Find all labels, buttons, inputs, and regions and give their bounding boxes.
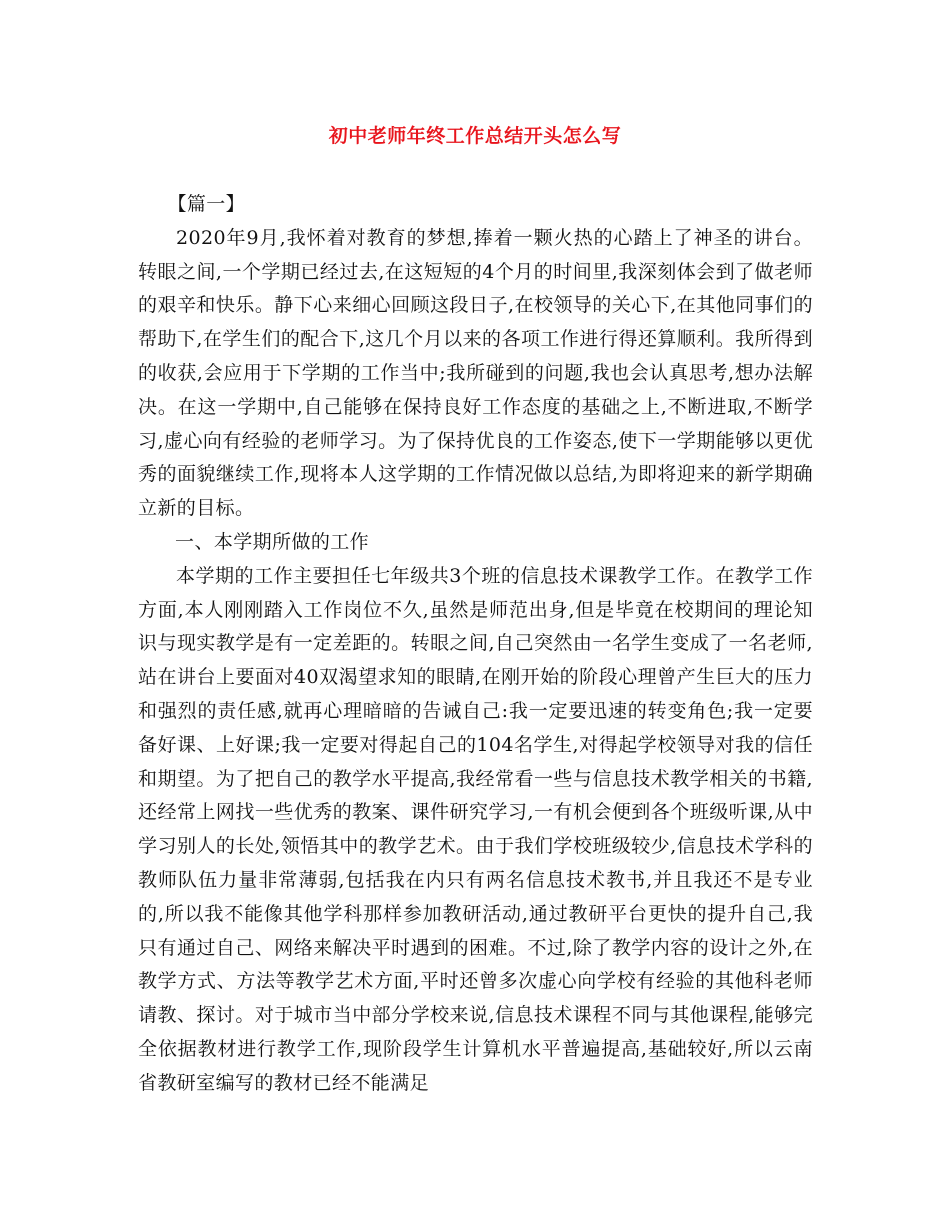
document-title: 初中老师年终工作总结开头怎么写: [328, 125, 622, 147]
document-body: [138, 188, 813, 1101]
paragraph-intro: 2020年9月,我怀着对教育的梦想,捧着一颗火热的心踏上了神圣的讲台。转眼之间,一个学期已经过去,在这短短的4个月的时间里,我深刻体会到了做老师的艰辛和快乐。静下心来细心回顾这段日子,在校领导的关心下,在其他同事们的帮助下,在学生们的配合下,这几个月以来的各项工作进行得还算顺利。我所得到的收获,会应用于下学期的工作当中;我所碰到的问题,我也会认真思考,想办法解决。在这一学期中,自己能够在保持良好工作态度的基础之上,不断进取,不断学习,虚心向有经验的老师学习。为了保持优良的工作姿态,使下一学期能够以更优秀的面貌继续工作,现将本人这学期的工作情况做以总结,为即将迎来的新学期确立新的目标。: [138, 226, 813, 520]
section-heading: 一、本学期所做的工作: [175, 530, 370, 553]
paragraph-work: 本学期的工作主要担任七年级共3个班的信息技术课教学工作。在教学工作方面,本人刚刚踏入工作岗位不久,虽然是师范出身,但是毕竟在校期间的理论知识与现实教学是有一定差距的。转眼之间,自己突然由一名学生变成了一名老师,站在讲台上要面对40双渴望求知的眼睛,在刚开始的阶段心理曾产生巨大的压力和强烈的责任感,就再心理暗暗的告诫自己:我一定要迅速的转变角色;我一定要备好课、上好课;我一定要对得起自己的104名学生,对得起学校领导对我的信任和期望。为了把自己的教学水平提高,我经常看一些与信息技术教学相关的书籍,还经常上网找一些优秀的教案、课件研究学习,一有机会便到各个班级听课,从中学习别人的长处,领悟其中的教学艺术。由于我们学校班级较少,信息技术学科的教师队伍力量非常薄弱,包括我在内只有两名信息技术教书,并且我还不是专业的,所以我不能像其他学科那样参加教研活动,通过教研平台更快的提升自己,我只有通过自己、网络来解决平时遇到的困难。不过,除了教学内容的设计之外,在教学方式、方法等教学艺术方面,平时还曾多次虚心向学校有经验的其他科老师请教、探讨。对于城市当中部分学校来说,信息技术课程不同与其他课程,能够完全依据教材进行教学工作,现阶段学生计算机水平普遍提高,基础较好,所以云南省教研室编写的教材已经不能满足: [138, 564, 813, 1094]
section-tag: 【篇一】: [167, 193, 246, 215]
